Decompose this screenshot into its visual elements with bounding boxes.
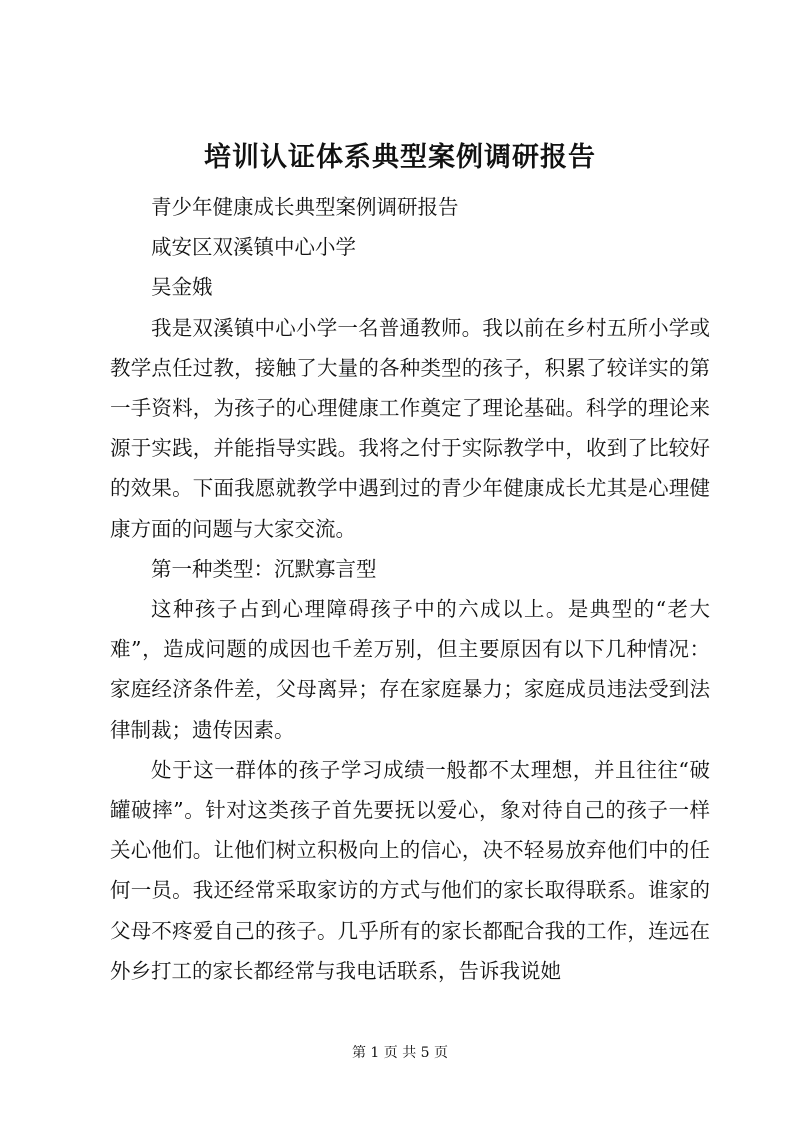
document-title: 培训认证体系典型案例调研报告 [204, 142, 596, 173]
school-paragraph: 咸安区双溪镇中心小学 [151, 235, 356, 260]
intro-paragraph: 我是双溪镇中心小学一名普通教师。我以前在乡村五所小学或教学点任过教，接触了大量的各种类型的孩子，积累了较详实的第一手资料，为孩子的心理健康工作奠定了理论基础。科学的理论来源于实践，并能指导实践。我将之付于实际教学中，收到了比较好的效果。下面我愿就教学中遇到过的青少年健康成长尤其是心理健康方面的问题与大家交流。 [110, 315, 710, 541]
subtitle-paragraph: 青少年健康成长典型案例调研报告 [151, 195, 459, 219]
page-footer: 第 1 页 共 5 页 [351, 1045, 449, 1061]
body-paragraph: 这种孩子占到心理障碍孩子中的六成以上。是典型的“老大难”，造成问题的成因也千差万别，但主要原因有以下几种情况：家庭经济条件差，父母离异；存在家庭暴力；家庭成员违法受到法律制裁；遗传因素。 [110, 597, 710, 742]
section-heading: 第一种类型：沉默寡言型 [151, 556, 377, 581]
document-body [110, 187, 710, 991]
author-paragraph: 吴金娥 [151, 275, 213, 300]
body-paragraph: 处于这一群体的孩子学习成绩一般都不太理想，并且往往“破罐破摔”。针对这类孩子首先要抚以爱心，象对待自己的孩子一样关心他们。让他们树立积极向上的信心，决不轻易放弃他们中的任何一员。我还经常采取家访的方式与他们的家长取得联系。谁家的父母不疼爱自己的孩子。几乎所有的家长都配合我的工作，连远在外乡打工的家长都经常与我电话联系，告诉我说她 [110, 757, 710, 983]
